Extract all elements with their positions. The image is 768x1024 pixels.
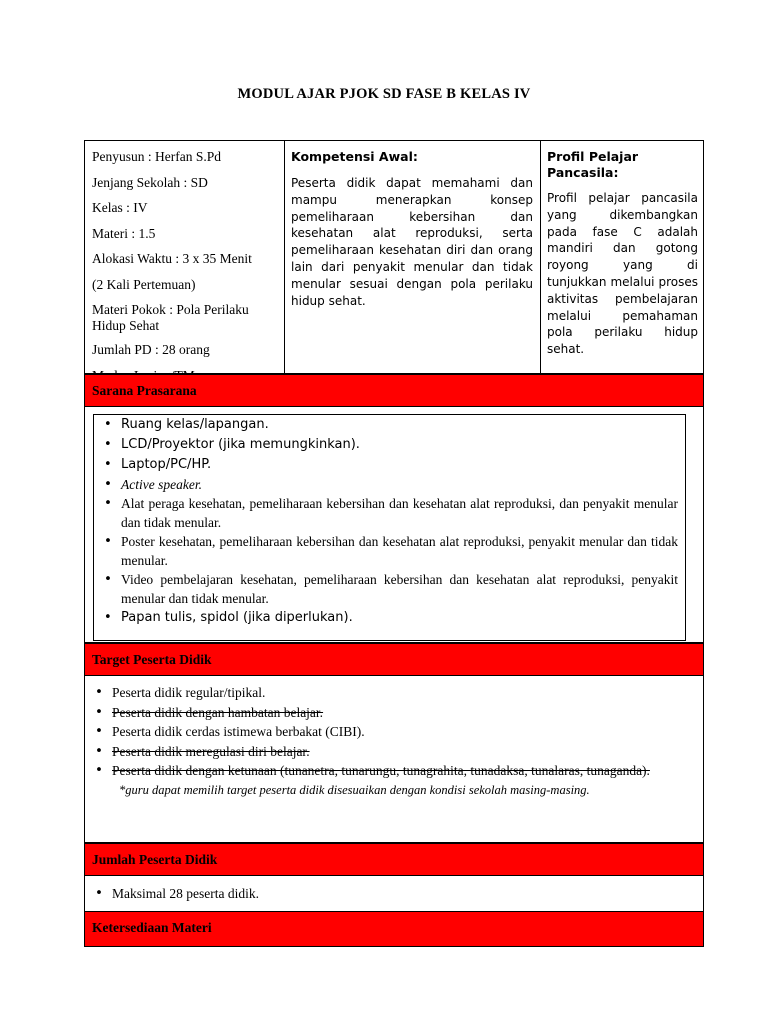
identity-column [85, 141, 285, 373]
identity-table [84, 140, 704, 374]
sarana-heading: Sarana Prasarana [84, 374, 704, 407]
identity-material: Materi : 1.5 [92, 225, 156, 241]
document-title: MODUL AJAR PJOK SD FASE B KELAS IV [237, 86, 531, 102]
list-item: • Peserta didik dengan ketunaan (tunanetra, tunarungu, tunagrahita, tunadaksa, tunalaras, tunaganda). [85, 761, 703, 781]
list-item: • Peserta didik dengan hambatan belajar. [85, 703, 703, 723]
bullet-icon: • [95, 684, 103, 700]
bullet-icon: • [104, 533, 112, 549]
sarana-list-box [93, 414, 686, 641]
jumlah-section [84, 876, 704, 912]
identity-author: Penyusun : Herfan S.Pd [92, 149, 221, 164]
target-note: *guru dapat memilih target peserta didik disesuaikan dengan kondisi sekolah masing-masing. [119, 782, 590, 797]
profil-column [541, 141, 704, 373]
profil-heading: Profil Pelajar Pancasila: [547, 149, 639, 180]
identity-student-count: Jumlah PD : 28 orang [92, 342, 210, 357]
bullet-icon: • [104, 437, 112, 452]
list-item: • Active speaker. [104, 476, 202, 492]
bullet-icon: • [104, 610, 112, 625]
bullet-icon: • [95, 762, 103, 778]
list-item: • Maksimal 28 peserta didik. [85, 884, 703, 904]
bullet-icon: • [104, 476, 112, 492]
bullet-icon: • [104, 495, 112, 511]
kompetensi-heading: Kompetensi Awal: [291, 149, 418, 164]
bullet-icon: • [95, 885, 103, 901]
target-section [84, 676, 704, 843]
bullet-icon: • [104, 457, 112, 472]
identity-class: Kelas : IV [92, 200, 148, 215]
ketersediaan-heading: Ketersediaan Materi [84, 911, 704, 947]
list-item: • Ruang kelas/lapangan. [94, 415, 685, 435]
kompetensi-text: Peserta didik dapat memahami dan mampu menerapkan konsep pemeliharaan kebersihan dan kesehatan alat reproduksi, serta pemeliharaan kesehatan diri dan orang lain dari penyakit menular dan tidak menular sesuai dengan pola perilaku hidup sehat. [291, 176, 533, 308]
list-item: • Papan tulis, spidol (jika diperlukan). [94, 608, 685, 628]
list-item: • Peserta didik regular/tipikal. [85, 683, 703, 703]
bullet-icon: • [104, 571, 112, 587]
list-item: • Peserta didik meregulasi diri belajar. [85, 742, 703, 762]
list-item: • Video pembelajaran kesehatan, pemeliharaan kebersihan dan kesehatan alat reproduksi, penyakit menular dan tidak menular. [104, 571, 678, 606]
list-item: • Alat peraga kesehatan, pemeliharaan kebersihan dan kesehatan alat reproduksi, dan penyakit menular dan tidak menular. [104, 495, 678, 530]
list-item: • Peserta didik cerdas istimewa berbakat (CIBI). [85, 722, 703, 742]
profil-text: Profil pelajar pancasila yang dikembangkan pada fase C adalah mandiri dan gotong royong yang di tunjukkan melalui proses aktivitas pembelajaran melalui pemahaman pola perilaku hidup sehat. [547, 191, 698, 357]
sarana-section [84, 407, 704, 643]
list-item: • Laptop/PC/HP. [94, 455, 685, 475]
identity-school-level: Jenjang Sekolah : SD [92, 174, 208, 190]
identity-main-material: Materi Pokok : Pola Perilaku Hidup Sehat [92, 302, 249, 333]
bullet-icon: • [104, 417, 112, 432]
bullet-icon: • [95, 703, 103, 720]
bullet-icon: • [95, 723, 103, 739]
identity-meetings: (2 Kali Pertemuan) [92, 276, 196, 292]
bullet-icon: • [95, 742, 103, 759]
jumlah-heading: Jumlah Peserta Didik [84, 843, 704, 876]
list-item: • LCD/Proyektor (jika memungkinkan). [94, 435, 685, 455]
identity-time-allocation: Alokasi Waktu : 3 x 35 Menit [92, 251, 252, 266]
list-item: • Poster kesehatan, pemeliharaan kebersihan dan kesehatan alat reproduksi, penyakit menular dan tidak menular. [104, 533, 678, 568]
target-heading: Target Peserta Didik [84, 643, 704, 676]
kompetensi-column [285, 141, 541, 373]
